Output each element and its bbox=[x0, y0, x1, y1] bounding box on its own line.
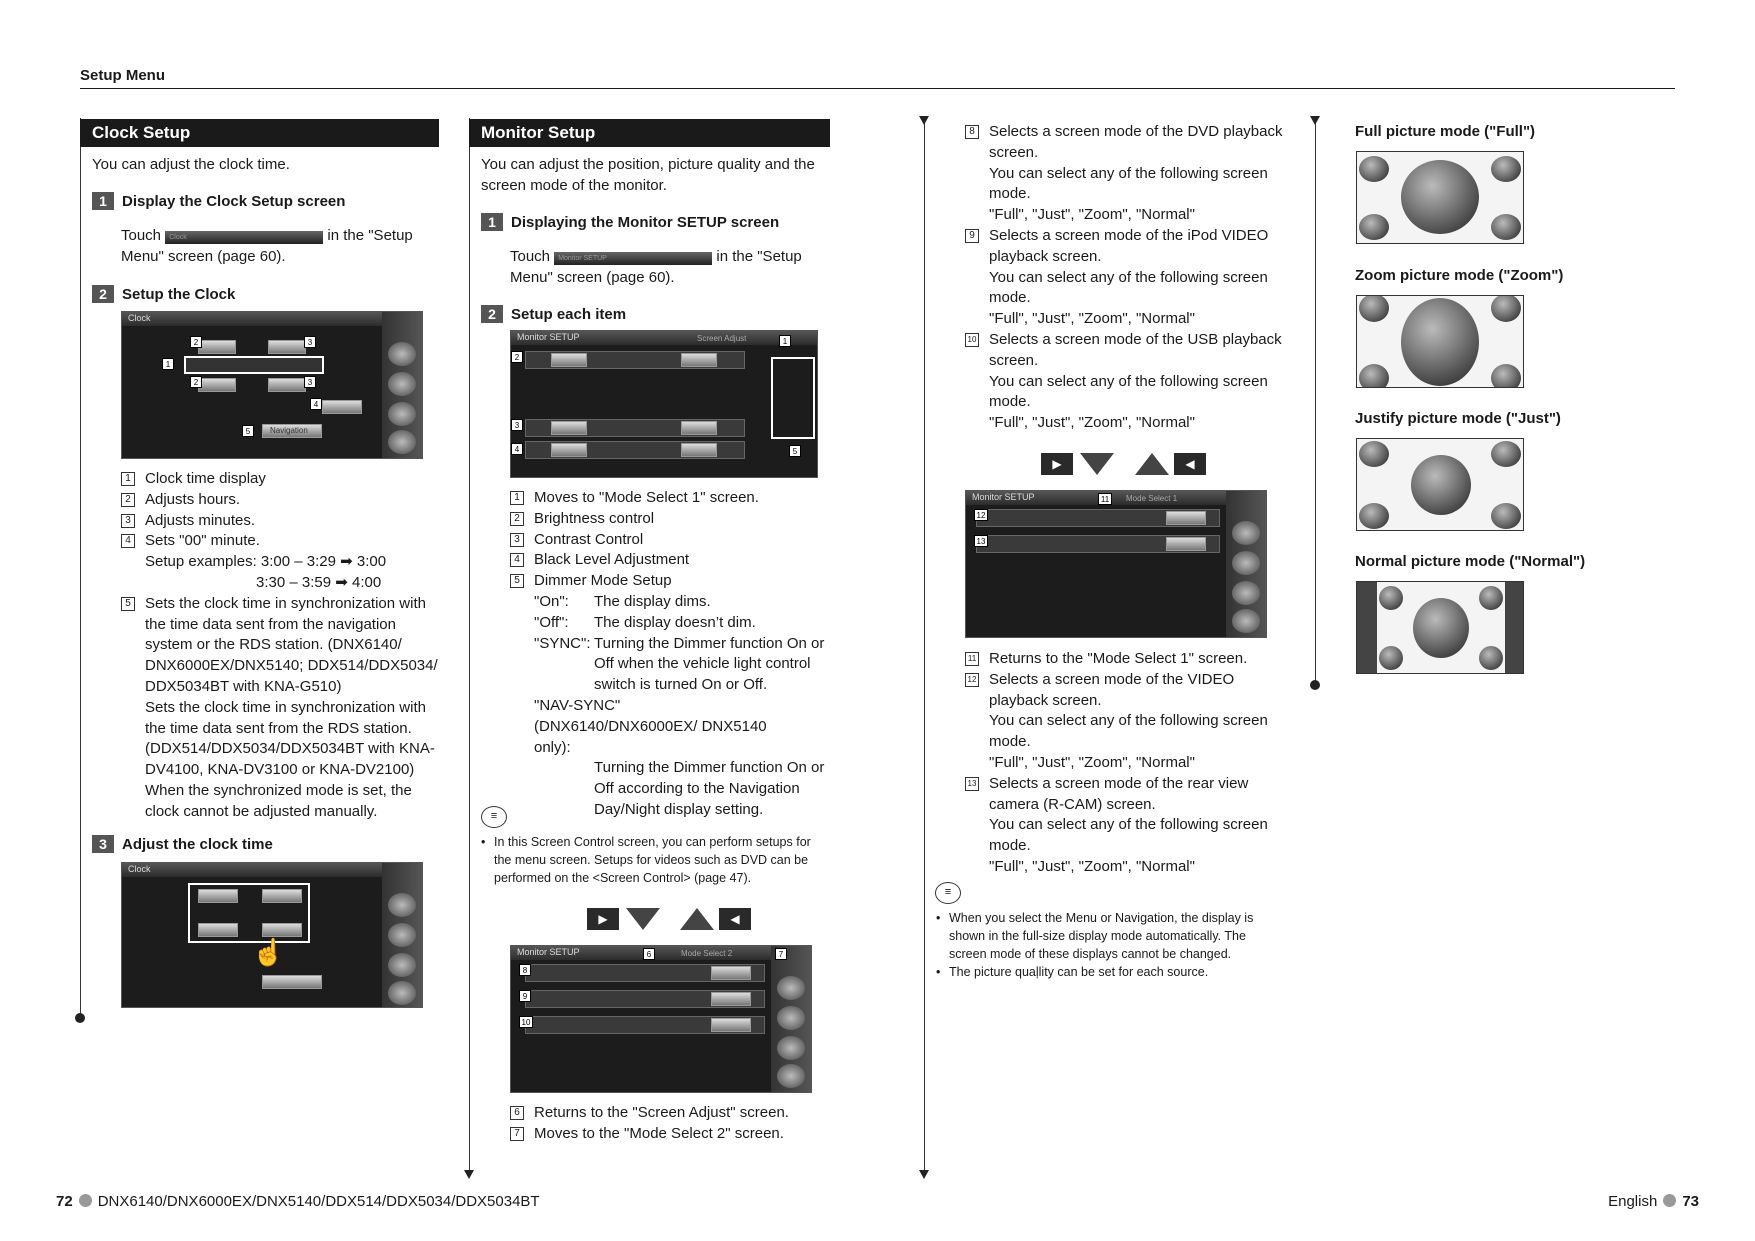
screen-subtitle: Screen Adjust bbox=[697, 334, 747, 343]
monitor-item-list-2 bbox=[510, 1103, 830, 1145]
clock-step-3: 3 Adjust the clock time bbox=[92, 835, 273, 855]
note-icon: ≡ bbox=[935, 882, 961, 904]
mode-options: "Full", "Just", "Zoom", "Normal" bbox=[989, 414, 1195, 432]
dimmer-option-sync: "SYNC": Turning the Dimmer function On or Off when the vehicle light control switch is turned On or Off. bbox=[534, 634, 825, 694]
clock-step-1: 1 Display the Clock Setup screen bbox=[92, 192, 345, 212]
list-item: 4 Sets "00" minute. bbox=[121, 531, 441, 552]
page-number-right: 73 bbox=[1682, 1193, 1699, 1210]
mode-instruction: You can select any of the following screen mode. bbox=[989, 372, 1268, 411]
continue-arrow-icon bbox=[464, 1170, 474, 1179]
screen-title: Monitor SETUP bbox=[972, 492, 1035, 502]
hand-pointer-icon: ☝ bbox=[252, 937, 285, 967]
list-item: 6 Returns to the "Screen Adjust" screen. bbox=[510, 1103, 830, 1124]
screen-title: Monitor SETUP bbox=[517, 947, 580, 957]
list-item: 5 Dimmer Mode Setup bbox=[510, 571, 830, 592]
column-end-dot bbox=[1310, 680, 1320, 690]
picture-mode-title-full: Full picture mode ("Full") bbox=[1355, 123, 1536, 140]
list-item: 12 Selects a screen mode of the VIDEO playback screen. bbox=[965, 670, 1285, 712]
list-item: 5 Sets the clock time in synchronization with the time data sent from the navigation system or the RDS station. (DNX6140/ DNX6000EX/DNX5140; DDX514/DDX5034/ DDX5034BT with KNA-G510) bbox=[121, 594, 441, 698]
mode-options: "Full", "Just", "Zoom", "Normal" bbox=[989, 753, 1195, 771]
list-item: 7 Moves to the "Mode Select 2" screen. bbox=[510, 1124, 830, 1145]
item-5-detail: Sets the clock time in synchronization with the time data sent from the RDS station. (DDX514/DDX5034/DDX5034BT with KNA-DV4100, KNA-DV3100 or KNA-DV2100) When the synchronized mode is set, the clock cannot be adjusted manually. bbox=[145, 698, 435, 820]
mode-options: "Full", "Just", "Zoom", "Normal" bbox=[989, 310, 1195, 328]
monitor-setup-screenshot: Monitor SETUP Screen Adjust 1 2 3 4 5 bbox=[510, 330, 818, 478]
section-title-monitor: Monitor Setup bbox=[469, 119, 830, 147]
continue-arrow-icon bbox=[919, 1170, 929, 1179]
monitor-step-1: 1 Displaying the Monitor SETUP screen bbox=[481, 213, 779, 233]
column-end-dot bbox=[75, 1013, 85, 1023]
list-item: 2 Brightness control bbox=[510, 509, 830, 530]
setup-example-1: Setup examples: 3:00 – 3:29 ➡ 3:00 bbox=[145, 553, 387, 571]
clock-step-2: 2 Setup the Clock bbox=[92, 285, 235, 305]
mode-select-2-screenshot: Monitor SETUP Mode Select 2 6 7 8 9 10 bbox=[510, 945, 812, 1093]
mode-select-1-screenshot: Monitor SETUP Mode Select 1 11 12 13 bbox=[965, 490, 1267, 638]
clock-touch-button[interactable]: Clock bbox=[165, 231, 323, 244]
list-item: 13 Selects a screen mode of the rear view camera (R-CAM) screen. bbox=[965, 774, 1285, 816]
list-item: 8 Selects a screen mode of the DVD playback screen. bbox=[965, 122, 1285, 164]
scroll-up-icon[interactable] bbox=[1135, 453, 1169, 475]
clock-item-list bbox=[121, 469, 441, 823]
scroll-up-icon[interactable] bbox=[680, 908, 714, 930]
list-item: 1 Clock time display bbox=[121, 469, 441, 490]
clock-adjust-screenshot bbox=[121, 862, 423, 1008]
screen-mode-notes: • When you select the Menu or Navigation, the display is shown in the full-size display mode automatically. The screen mode of these displays cannot be changed. • The picture quaļlity can be set for each source. bbox=[936, 909, 1281, 981]
dimmer-option-off: "Off": The display doesn’t dim. bbox=[534, 613, 756, 631]
monitor-step-1-text: Touch Monitor SETUP in the "Setup Menu" screen (page 60). bbox=[510, 248, 802, 286]
column-guide-line bbox=[924, 118, 925, 1176]
continue-arrow-icon bbox=[1310, 116, 1320, 125]
mode-instruction: You can select any of the following screen mode. bbox=[989, 816, 1268, 855]
mode-options: "Full", "Just", "Zoom", "Normal" bbox=[989, 206, 1195, 224]
section-title-clock: Clock Setup bbox=[80, 119, 439, 147]
prev-arrow-icon[interactable]: ◀ bbox=[1174, 453, 1206, 475]
picture-mode-title-zoom: Zoom picture mode ("Zoom") bbox=[1355, 267, 1564, 284]
full-mode-illustration bbox=[1356, 151, 1524, 244]
dimmer-option-navsync: "NAV-SYNC" (DNX6140/DNX6000EX/ DNX5140 only): bbox=[534, 696, 767, 756]
screen-title: Clock bbox=[128, 864, 151, 874]
prev-arrow-icon[interactable]: ◀ bbox=[719, 908, 751, 930]
screen-title: Clock bbox=[128, 313, 151, 323]
dimmer-navsync-text: Turning the Dimmer function On or Off according to the Navigation Day/Night display setting. bbox=[594, 759, 825, 818]
list-item: 11 Returns to the "Mode Select 1" screen. bbox=[965, 649, 1285, 670]
picture-mode-title-just: Justify picture mode ("Just") bbox=[1355, 410, 1561, 427]
picture-mode-title-normal: Normal picture mode ("Normal") bbox=[1355, 553, 1586, 570]
running-title: Setup Menu bbox=[80, 67, 165, 84]
setup-example-2: 3:30 – 3:59 ➡ 4:00 bbox=[256, 573, 382, 591]
column-guide-line bbox=[80, 118, 81, 1018]
mode-instruction: You can select any of the following screen mode. bbox=[989, 164, 1268, 203]
monitor-item-list bbox=[510, 488, 830, 821]
list-item: 2 Adjusts hours. bbox=[121, 490, 441, 511]
scroll-down-icon[interactable] bbox=[1080, 453, 1114, 475]
continue-arrow-icon bbox=[919, 116, 929, 125]
next-arrow-icon[interactable]: ▶ bbox=[1041, 453, 1073, 475]
list-item: 3 Contrast Control bbox=[510, 530, 830, 551]
clock-setup-screenshot: Clock Navigation 2 3 1 2 3 4 5 bbox=[121, 311, 423, 459]
next-arrow-icon[interactable]: ▶ bbox=[587, 908, 619, 930]
screen-mode-list bbox=[965, 122, 1285, 434]
mode-instruction: You can select any of the following screen mode. bbox=[989, 712, 1268, 751]
screen-title: Monitor SETUP bbox=[517, 332, 580, 342]
column-guide-line bbox=[469, 118, 470, 1176]
zoom-mode-illustration bbox=[1356, 295, 1524, 388]
footer-language: English bbox=[1608, 1193, 1658, 1210]
mode-options: "Full", "Just", "Zoom", "Normal" bbox=[989, 857, 1195, 875]
screen-mode-list-2 bbox=[965, 649, 1285, 878]
page-number-left: 72 bbox=[56, 1193, 73, 1210]
header-rule bbox=[80, 88, 1675, 89]
monitor-note: • In this Screen Control screen, you can perform setups for the menu screen. Setups for videos such as DVD can be performed on the <Screen Control> (page 47). bbox=[481, 833, 826, 887]
list-item: 9 Selects a screen mode of the iPod VIDEO playback screen. bbox=[965, 226, 1285, 268]
list-item: 10 Selects a screen mode of the USB playback screen. bbox=[965, 330, 1285, 372]
just-mode-illustration bbox=[1356, 438, 1524, 531]
footer-left bbox=[56, 1193, 540, 1210]
monitor-intro: You can adjust the position, picture quality and the screen mode of the monitor. bbox=[481, 156, 815, 194]
normal-mode-illustration bbox=[1356, 581, 1524, 674]
screen-subtitle: Mode Select 2 bbox=[681, 949, 733, 958]
clock-intro: You can adjust the clock time. bbox=[92, 156, 290, 173]
clock-step-1-text: Touch Clock in the "Setup Menu" screen (page 60). bbox=[121, 227, 413, 265]
monitor-setup-touch-button[interactable]: Monitor SETUP bbox=[554, 252, 712, 265]
footer-right bbox=[1608, 1193, 1699, 1210]
list-item: 4 Black Level Adjustment bbox=[510, 550, 830, 571]
monitor-step-2: 2 Setup each item bbox=[481, 305, 626, 325]
list-item: 1 Moves to "Mode Select 1" screen. bbox=[510, 488, 830, 509]
dimmer-option-on: "On": The display dims. bbox=[534, 592, 711, 610]
scroll-down-icon[interactable] bbox=[626, 908, 660, 930]
note-icon: ≡ bbox=[481, 806, 507, 828]
screen-subtitle: Mode Select 1 bbox=[1126, 494, 1178, 503]
screen-nav-label: Navigation bbox=[270, 426, 308, 435]
mode-instruction: You can select any of the following screen mode. bbox=[989, 268, 1268, 307]
footer-models: DNX6140/DNX6000EX/DNX5140/DDX514/DDX5034/DDX5034BT bbox=[97, 1193, 540, 1210]
list-item: 3 Adjusts minutes. bbox=[121, 511, 441, 532]
column-guide-line bbox=[1315, 118, 1316, 686]
